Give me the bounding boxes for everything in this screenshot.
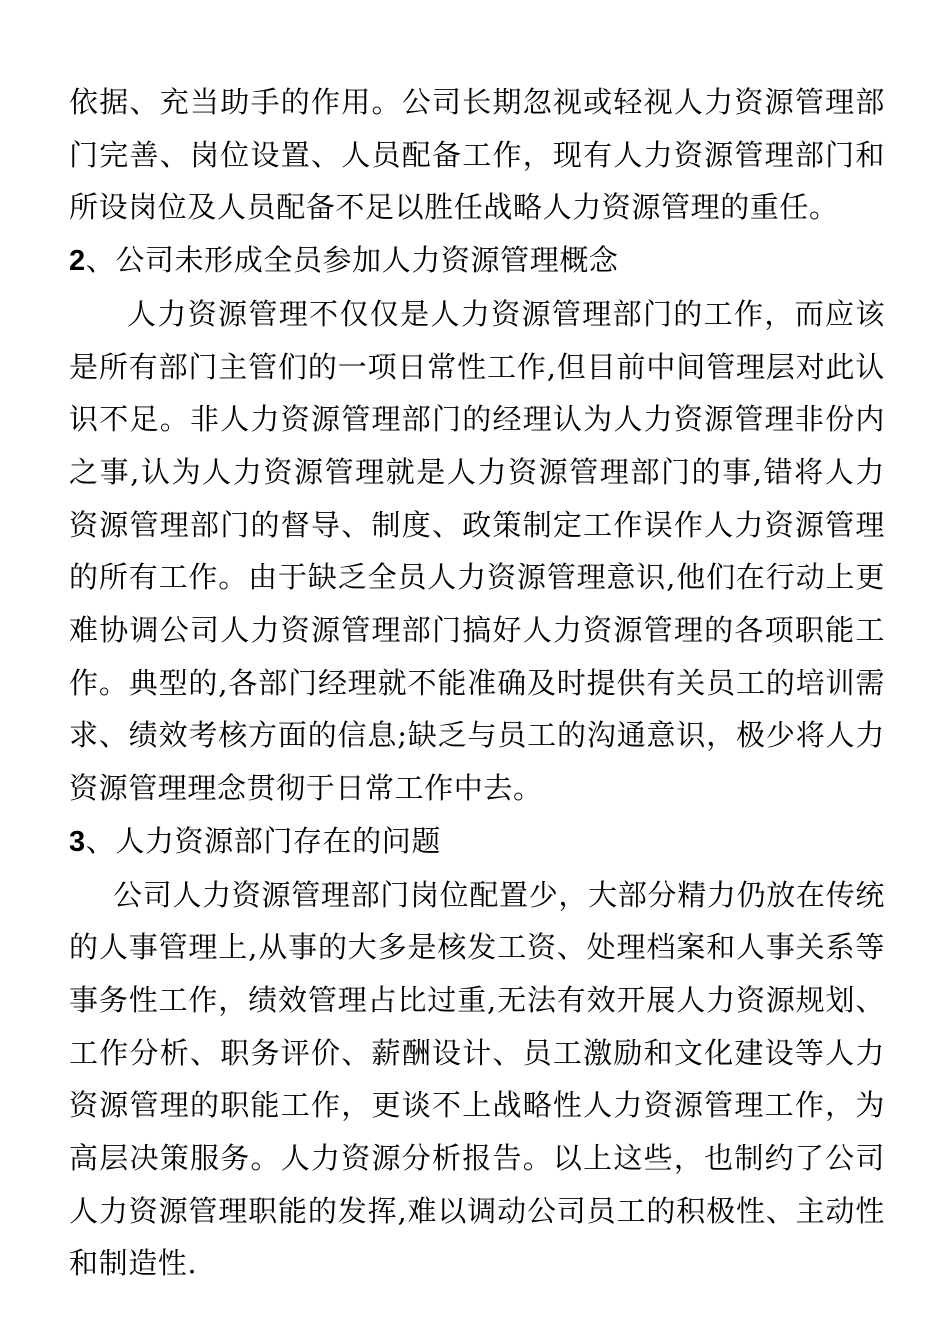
section-number: 3 xyxy=(69,825,86,858)
section-heading-2 xyxy=(69,234,885,288)
section-title: 、人力资源部门存在的问题 xyxy=(85,823,441,858)
section-heading-3 xyxy=(69,815,885,869)
section-title: 、公司未形成全员参加人力资源管理概念 xyxy=(85,243,619,278)
section-3-body: 公司人力资源管理部门岗位配置少，大部分精力仍放在传统的人事管理上,从事的大多是核发工资、处理档案和人事关系等事务性工作，绩效管理占比过重,无法有效开展人力资源规划、工作分析、职务评价、薪酬设计、员工激励和文化建设等人力资源管理的职能工作，更谈不上战略性人力资源管理工作，为高层决策服务。人力资源分析报告。以上这些，也制约了公司人力资源管理职能的发挥,难以调动公司员工的积极性、主动性和制造性. xyxy=(69,877,885,1281)
document-page xyxy=(69,76,885,1290)
paragraph-continued: 依据、充当助手的作用。公司长期忽视或轻视人力资源管理部门完善、岗位设置、人员配备工作，现有人力资源管理部门和所设岗位及人员配备不足以胜任战略人力资源管理的重任。 xyxy=(69,85,885,225)
section-number: 2 xyxy=(69,245,86,278)
section-2-body: 人力资源管理不仅仅是人力资源管理部门的工作，而应该是所有部门主管们的一项日常性工作,但目前中间管理层对此认识不足。非人力资源管理部门的经理认为人力资源管理非份内之事,认为人力资源管理就是人力资源管理部门的事,错将人力资源管理部门的督导、制度、政策制定工作误作人力资源管理的所有工作。由于缺乏全员人力资源管理意识,他们在行动上更难协调公司人力资源管理部门搞好人力资源管理的各项职能工作。典型的,各部门经理就不能准确及时提供有关员工的培训需求、绩效考核方面的信息;缺乏与员工的沟通意识，极少将人力资源管理理念贯彻于日常工作中去。 xyxy=(69,296,885,806)
